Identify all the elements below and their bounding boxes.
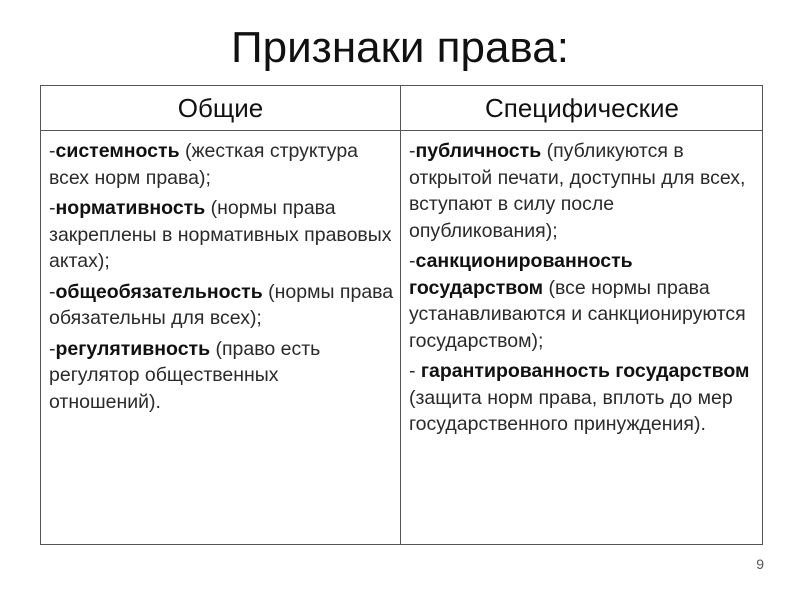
- specific-column: [409, 138, 759, 442]
- item-term: системность: [55, 140, 180, 162]
- general-item-regulatory: -регулятивность (право есть регулятор общественных отношений).: [49, 337, 321, 413]
- item-term: санкционированность государством: [409, 250, 633, 299]
- slide-title: Признаки права:: [230, 23, 569, 72]
- general-item-systemic: -системность (жесткая структура всех норм права);: [49, 140, 359, 189]
- signs-table: [40, 85, 763, 545]
- general-column: [49, 138, 394, 419]
- item-term: общеобязательность: [55, 280, 263, 303]
- item-term: регулятивность: [55, 337, 211, 360]
- general-item-binding: -общеобязательность (нормы права обязательны для всех);: [49, 280, 394, 329]
- header-general: Общие: [177, 93, 264, 123]
- item-description: (жесткая структура всех норм права);: [49, 140, 359, 189]
- specific-item-publicity: -публичность (публикуются в открытой печати, доступны для всех, вступают в силу после опубликования);: [409, 140, 746, 242]
- item-description: (нормы права закреплены в нормативных правовых актах);: [49, 197, 392, 272]
- item-description: (защита норм права, вплоть до мер государственного принуждения).: [409, 386, 733, 435]
- item-term: гарантированность государством: [420, 360, 750, 382]
- item-term: нормативность: [55, 197, 206, 219]
- header-divider: [41, 130, 762, 131]
- general-item-normative: -нормативность (нормы права закреплены в нормативных правовых актах);: [49, 197, 392, 272]
- item-term: публичность: [415, 140, 542, 162]
- item-description: (публикуются в открытой печати, доступны для всех, вступают в силу после опубликования);: [409, 140, 746, 242]
- page-number: 9: [756, 556, 764, 572]
- item-description: (нормы права обязательны для всех);: [49, 280, 394, 329]
- specific-item-sanctioned: -санкционированность государством (все нормы права устанавливаются и санкционируются государством);: [409, 250, 746, 352]
- item-description: (все нормы права устанавливаются и санкционируются государством);: [409, 276, 746, 352]
- column-divider: [400, 86, 401, 544]
- item-description: (право есть регулятор общественных отношений).: [49, 337, 321, 413]
- specific-item-guaranteed: - гарантированность государством (защита норм права, вплоть до мер государственного принуждения).: [409, 360, 750, 435]
- header-specific: Специфические: [484, 93, 679, 123]
